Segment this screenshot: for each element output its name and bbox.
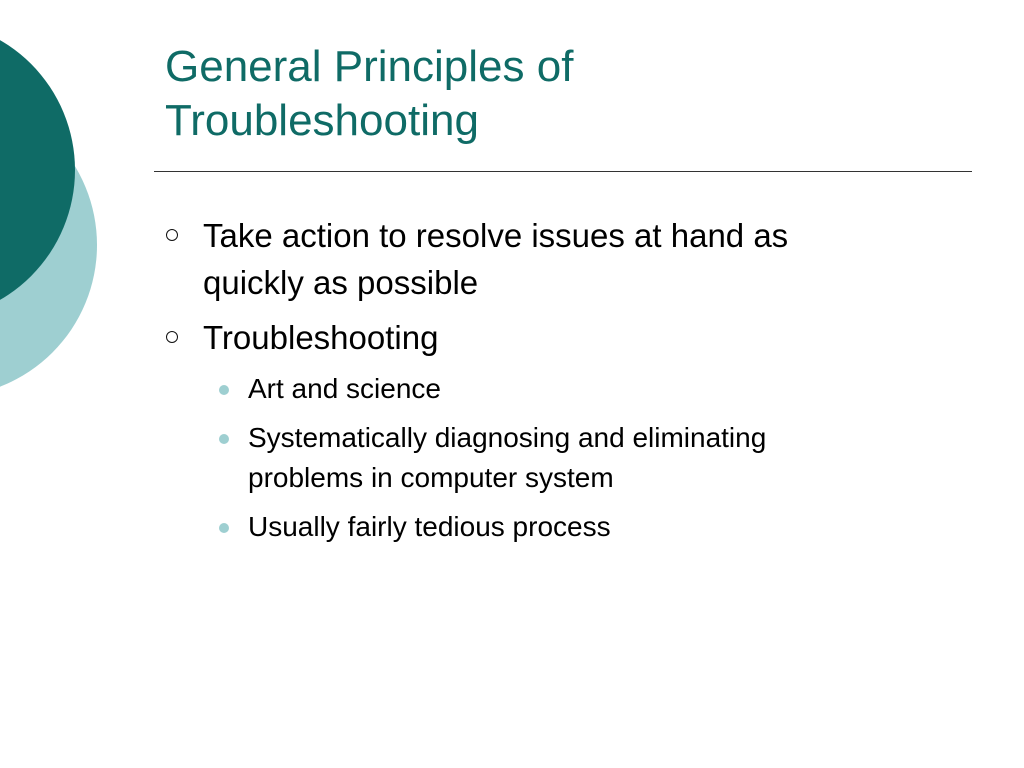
- sub-bullet-text-line: Systematically diagnosing and eliminating: [248, 422, 767, 453]
- overlapping-circles-decoration-icon: [0, 0, 120, 420]
- sub-bullet-item-tedious: [160, 507, 960, 547]
- slide-title-line-1: General Principles of: [165, 42, 574, 91]
- hollow-circle-bullet-icon: [166, 229, 178, 241]
- sub-bullet-text-line: problems in computer system: [248, 462, 614, 493]
- sub-bullet-list: [160, 369, 960, 547]
- bullet-item-take-action: [160, 212, 960, 306]
- bullet-item-troubleshooting: [160, 314, 960, 361]
- filled-dot-bullet-icon: [219, 434, 229, 444]
- bullet-list: [160, 212, 960, 556]
- bullet-text-line: Troubleshooting: [203, 319, 439, 356]
- filled-dot-bullet-icon: [219, 385, 229, 395]
- sub-bullet-text-line: Usually fairly tedious process: [248, 511, 611, 542]
- slide-title: [165, 40, 965, 148]
- hollow-circle-bullet-icon: [166, 331, 178, 343]
- sub-bullet-text-line: Art and science: [248, 373, 441, 404]
- title-divider: [154, 171, 972, 172]
- sub-bullet-item-art-science: [160, 369, 960, 409]
- bullet-text-line: Take action to resolve issues at hand as: [203, 217, 789, 254]
- sub-bullet-item-systematically: [160, 418, 960, 498]
- filled-dot-bullet-icon: [219, 523, 229, 533]
- slide-title-line-2: Troubleshooting: [165, 96, 479, 145]
- bullet-text-line: quickly as possible: [203, 264, 479, 301]
